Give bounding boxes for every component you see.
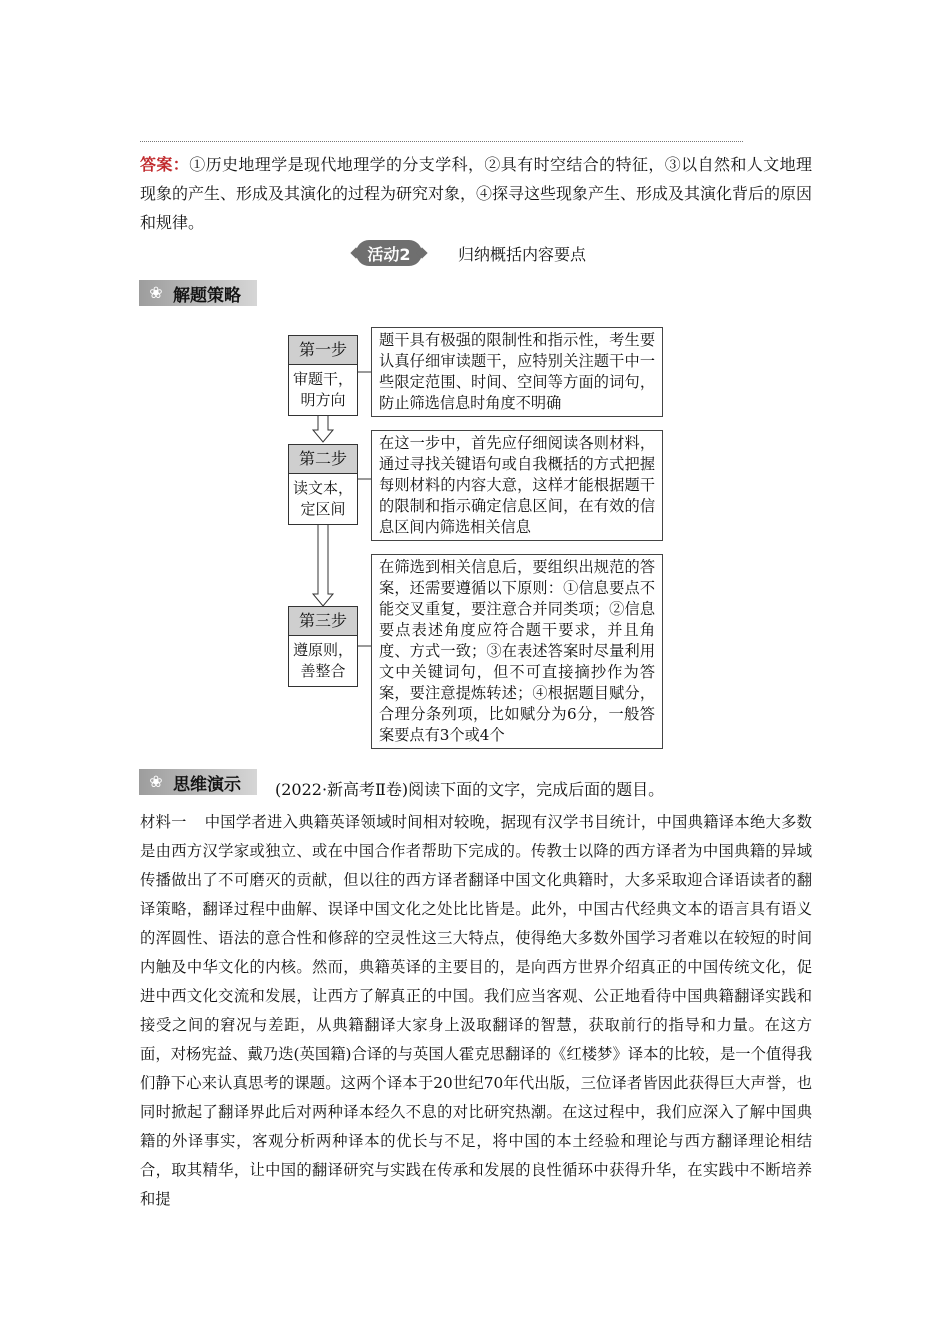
step-1-box bbox=[288, 335, 358, 416]
step-2-box bbox=[288, 444, 358, 525]
answer-label: 答案： bbox=[140, 155, 190, 174]
step-1-desc: 题干具有极强的限制性和指示性，考生要认真仔细审读题干，应特别关注题干中一些限定范围、时间、空间等方面的词句，防止筛选信息时角度不明确 bbox=[371, 327, 663, 417]
dotted-divider bbox=[140, 141, 743, 142]
step-1-head: 第一步 bbox=[289, 336, 357, 365]
step-3-desc: 在筛选到相关信息后，要组织出规范的答案，还需要遵循以下原则：①信息要点不能交叉重复，要注意合并同类项；②信息要点表述角度应符合题干要求，并且角度、方式一致；③在表述答案时尽量利用文中关键词句，但不可直接摘抄作为答案，要注意提炼转述；④根据题目赋分，合理分条列项，比如赋分为6分，一般答案要点有3个或4个 bbox=[371, 554, 663, 749]
answer-paragraph bbox=[140, 150, 812, 237]
thinking-tag bbox=[139, 769, 257, 795]
step-3-body bbox=[289, 636, 357, 686]
cloud-swirl-icon: ❀ bbox=[149, 283, 163, 302]
step-2-desc: 在这一步中，首先应仔细阅读各则材料，通过寻找关键语句或自我概括的方式把握每则材料的内容大意，这样才能根据题干的限制和指示确定信息区间，在有效的信息区间内筛选相关信息 bbox=[371, 430, 663, 541]
step-3-line2: 善整合 bbox=[300, 662, 346, 680]
step-3-line1: 遵原则， bbox=[292, 641, 353, 659]
activity-heading bbox=[356, 240, 586, 266]
activity-title: 归纳概括内容要点 bbox=[458, 244, 587, 264]
material-one-passage bbox=[140, 808, 812, 1214]
thinking-tag-label: 思维演示 bbox=[173, 774, 241, 795]
step-1-line1: 审题干， bbox=[292, 370, 353, 388]
answer-text: ①历史地理学是现代地理学的分支学科，②具有时空结合的特征，③以自然和人文地理现象的产生、形成及其演化的过程为研究对象，④探寻这些现象产生、形成及其演化背后的原因和规律。 bbox=[140, 155, 813, 232]
cloud-swirl-icon: ❀ bbox=[149, 772, 163, 791]
strategy-tag bbox=[139, 280, 257, 306]
step-1-body bbox=[289, 365, 357, 415]
step-1-line2: 明方向 bbox=[300, 391, 346, 409]
material-label: 材料一 bbox=[140, 813, 187, 831]
question-intro bbox=[275, 777, 664, 800]
activity-badge: 活动2 bbox=[356, 240, 422, 266]
step-2-head: 第二步 bbox=[289, 445, 357, 474]
strategy-title: 解题策略 bbox=[173, 285, 241, 306]
step-2-line2: 定区间 bbox=[300, 500, 346, 518]
question-source: (2022·新高考Ⅱ卷) bbox=[275, 780, 409, 799]
step-2-body bbox=[289, 474, 357, 524]
material-text: 中国学者进入典籍英译领域时间相对较晚，据现有汉学书目统计，中国典籍译本绝大多数是由西方汉学家或独立、或在中国合作者帮助下完成的。传教士以降的西方译者为中国典籍的异域传播做出了不可磨灭的贡献，但以往的西方译者翻译中国文化典籍时，大多采取迎合译语读者的翻译策略，翻译过程中曲解、误译中国文化之处比比皆是。此外，中国古代经典文本的语言具有语义的浑圆性、语法的意合性和修辞的空灵性这三大特点，使得绝大多数外国学习者难以在较短的时间内触及中华文化的内核。然而，典籍英译的主要目的，是向西方世界介绍真正的中国传统文化，促进中西文化交流和发展，让西方了解真正的中国。我们应当客观、公正地看待中国典籍翻译实践和接受之间的窘况与差距，从典籍翻译大家身上汲取翻译的智慧，获取前行的指导和力量。在这方面，对杨宪益、戴乃迭(英国籍)合译的与英国人霍克思翻译的《红楼梦》译本的比较，是一个值得我们静下心来认真思考的课题。这两个译本于20世纪70年代出版，三位译者皆因此获得巨大声誉，也同时掀起了翻译界此后对两种译本经久不息的对比研究热潮。在这过程中，我们应深入了解中国典籍的外译事实，客观分析两种译本的优长与不足，将中国的本土经验和理论与西方翻译理论相结合，取其精华，让中国的翻译研究与实践在传承和发展的良性循环中获得升华，在实践中不断培养和提 bbox=[140, 813, 812, 1208]
down-arrow-2 bbox=[313, 519, 333, 606]
step-3-head: 第三步 bbox=[289, 607, 357, 636]
step-2-line1: 读文本， bbox=[292, 479, 353, 497]
question-instruction: 阅读下面的文字，完成后面的题目。 bbox=[408, 780, 665, 799]
step-3-box bbox=[288, 606, 358, 687]
